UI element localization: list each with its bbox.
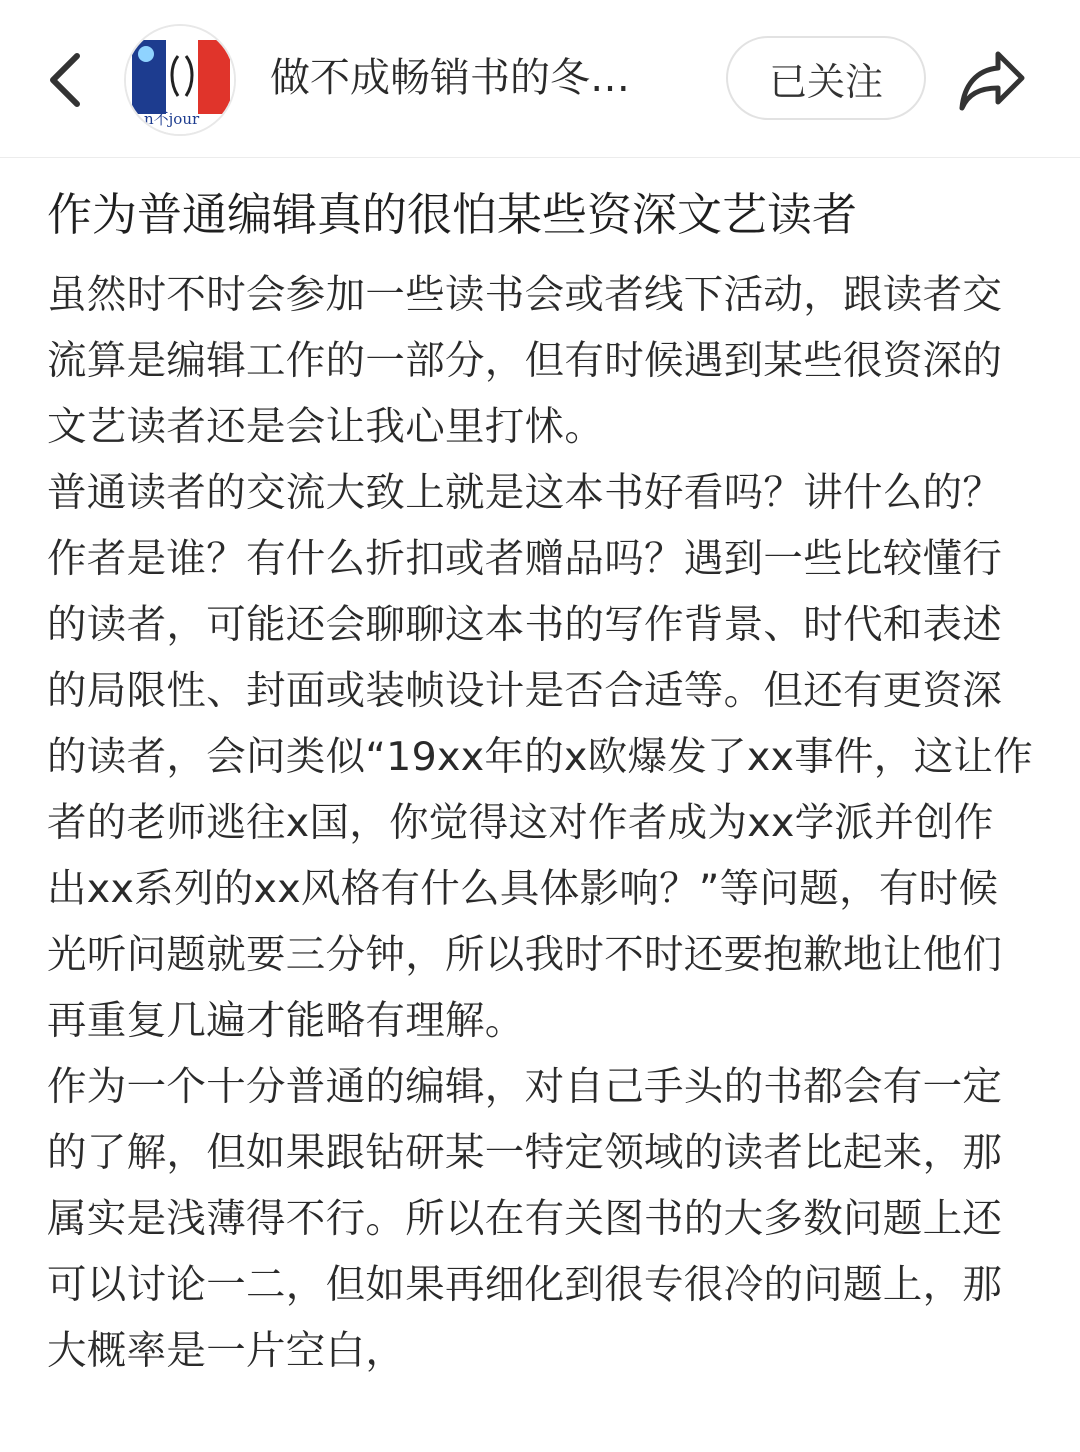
post-paragraph: 普通读者的交流大致上就是这本书好看吗？讲什么的？作者是谁？有什么折扣或者赠品吗？遇到一些比较懂行的读者，可能还会聊聊这本书的写作背景、时代和表述的局限性、封面或装帧设计是否合适等。但还有更资深的读者，会问类似“19xx年的x欧爆发了xx事件，这让作者的老师逃往x国，你觉得这对作者成为xx学派并创作出xx系列的xx风格有什么具体影响？”等问题，有时候光听问题就要三分钟，所以我时不时还要抱歉地让他们再重复几遍才能略有理解。 bbox=[47, 470, 1034, 1044]
share-button[interactable] bbox=[952, 40, 1032, 120]
post-title: 作为普通编辑真的很怕某些资深文艺读者 bbox=[47, 188, 858, 241]
top-navigation-bar bbox=[0, 0, 1080, 158]
chevron-left-icon bbox=[45, 50, 85, 110]
back-button[interactable] bbox=[30, 40, 100, 120]
share-arrow-icon bbox=[956, 48, 1028, 112]
follow-button[interactable]: 已关注 bbox=[726, 36, 926, 120]
post-body bbox=[47, 262, 1033, 1384]
avatar-caption: n不jour bbox=[144, 110, 200, 128]
post-paragraph: 作为一个十分普通的编辑，对自己手头的书都会有一定的了解，但如果跟钻研某一特定领域的读者比起来，那属实是浅薄得不行。所以在有关图书的大多数问题上还可以讨论一二，但如果再细化到很专很冷的问题上，那大概率是一片空白， bbox=[47, 1064, 1003, 1374]
author-avatar[interactable] bbox=[124, 24, 236, 136]
post-paragraph: 虽然时不时会参加一些读书会或者线下活动，跟读者交流算是编辑工作的一部分，但有时候遇到某些很资深的文艺读者还是会让我心里打怵。 bbox=[47, 272, 1003, 450]
author-name[interactable]: 做不成畅销书的冬… bbox=[270, 55, 630, 101]
